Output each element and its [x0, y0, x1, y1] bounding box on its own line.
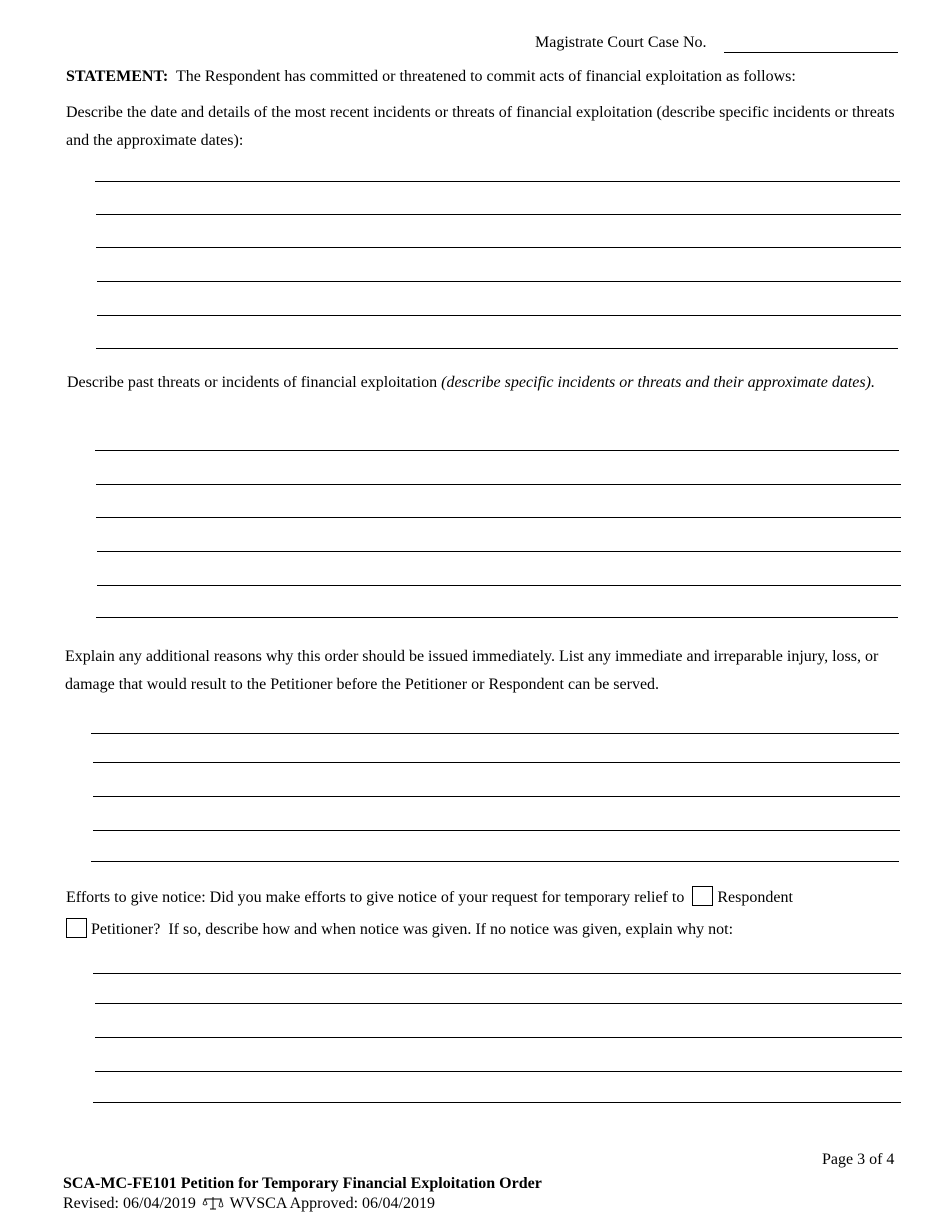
recent-incidents-line[interactable] [97, 281, 901, 282]
statement-heading [66, 63, 796, 91]
past-incidents-line[interactable] [96, 484, 901, 485]
statement-text: The Respondent has committed or threatened to commit acts of financial exploitation as follows: [175, 68, 796, 85]
past-incidents-line[interactable] [97, 551, 901, 552]
case-number-label: Magistrate Court Case No. [535, 34, 707, 51]
notice-line[interactable] [95, 1071, 902, 1072]
past-incidents-prompt [67, 369, 897, 397]
petitioner-checkbox-label: Petitioner? [91, 921, 161, 938]
statement-label: STATEMENT: [66, 68, 169, 85]
respondent-checkbox-label: Respondent [717, 889, 793, 906]
notice-prompt-end: If so, describe how and when notice was given. If no notice was given, explain why not: [168, 921, 734, 938]
past-incidents-line[interactable] [97, 585, 901, 586]
notice-prompt-start: Efforts to give notice: Did you make efforts to give notice of your request for temporary relief to [66, 889, 685, 906]
notice-prompt-line2 [66, 916, 733, 944]
approved-date: WVSCA Approved: 06/04/2019 [229, 1195, 435, 1212]
recent-incidents-line[interactable] [95, 181, 900, 182]
past-incidents-line[interactable] [95, 450, 899, 451]
past-incidents-prompt-italic: (describe specific incidents or threats and their approximate dates). [441, 374, 875, 391]
case-number-field[interactable] [724, 52, 898, 53]
revised-date: Revised: 06/04/2019 [63, 1195, 196, 1212]
additional-reasons-prompt: Explain any additional reasons why this order should be issued immediately. List any immediate and irreparable injury, loss, or damage that would result to the Petitioner before the Petitioner or Respondent can be served. [65, 648, 879, 693]
respondent-checkbox[interactable] [692, 886, 713, 906]
past-incidents-line[interactable] [96, 517, 901, 518]
petitioner-checkbox[interactable] [66, 918, 87, 938]
notice-line[interactable] [95, 1037, 902, 1038]
notice-line[interactable] [95, 1003, 902, 1004]
additional-reasons-line[interactable] [91, 861, 899, 862]
form-title: SCA-MC-FE101 Petition for Temporary Financial Exploitation Order [63, 1175, 542, 1192]
additional-reasons-line[interactable] [91, 733, 899, 734]
scales-of-justice-icon [202, 1195, 224, 1211]
past-incidents-prompt-text: Describe past threats or incidents of financial exploitation [67, 374, 442, 391]
additional-reasons-line[interactable] [93, 830, 900, 831]
notice-line[interactable] [93, 1102, 901, 1103]
recent-incidents-prompt: Describe the date and details of the most recent incidents or threats of financial exploitation (describe specific incidents or threats and the approximate dates): [66, 104, 895, 149]
notice-prompt-line1 [66, 884, 793, 912]
additional-reasons-line[interactable] [93, 796, 900, 797]
footer-revision-line [63, 1194, 435, 1214]
recent-incidents-line[interactable] [96, 247, 901, 248]
recent-incidents-line[interactable] [96, 348, 898, 349]
page-number: Page 3 of 4 [822, 1151, 895, 1168]
recent-incidents-line[interactable] [96, 214, 901, 215]
recent-incidents-line[interactable] [97, 315, 901, 316]
notice-line[interactable] [93, 973, 901, 974]
past-incidents-line[interactable] [96, 617, 898, 618]
additional-reasons-line[interactable] [93, 762, 900, 763]
